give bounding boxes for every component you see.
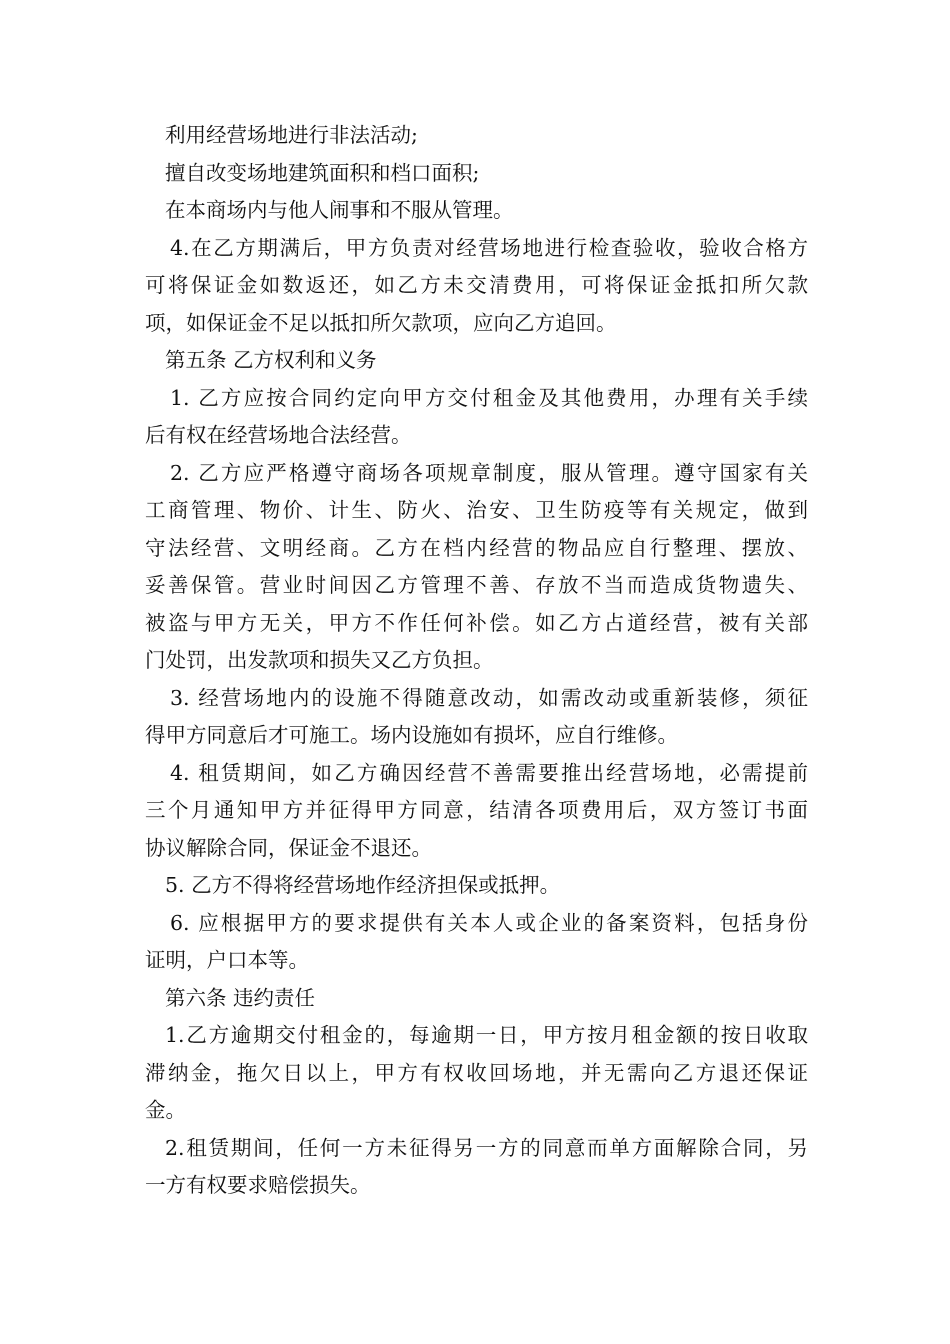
text-line: 1. 乙方应按合同约定向甲方交付租金及其他费用，办理有关手续 [170,385,808,410]
text-line: 门处罚，出发款项和损失又乙方负担。 [145,648,494,672]
text-line: 可将保证金如数返还，如乙方未交清费用，可将保证金抵扣所欠款 [145,273,808,297]
text-line: 项，如保证金不足以抵扣所欠款项，应向乙方追回。 [145,310,617,335]
text-line: 利用经营场地进行非法活动; [165,123,418,147]
document-page [145,117,808,1205]
text-line: 2. 乙方应严格遵守商场各项规章制度，服从管理。遵守国家有关 [170,460,808,485]
text-line: 滞纳金，拖欠日以上，甲方有权收回场地，并无需向乙方退还保证 [145,1060,808,1085]
text-line: 工商管理、物价、计生、防火、治安、卫生防疫等有关规定，做到 [145,498,808,522]
text-line: 4.在乙方期满后，甲方负责对经营场地进行检查验收，验收合格方 [170,235,808,260]
text-line: 擅自改变场地建筑面积和档口面积; [165,160,480,185]
text-line: 后有权在经营场地合法经营。 [145,423,412,447]
text-line: 守法经营、文明经商。乙方在档内经营的物品应自行整理、摆放、 [145,535,808,560]
text-line: 证明，户口本等。 [145,948,309,972]
text-line: 妥善保管。营业时间因乙方管理不善、存放不当而造成货物遗失、 [145,573,808,597]
text-line: 3. 经营场地内的设施不得随意改动，如需改动或重新装修，须征 [170,685,808,710]
text-line: 第五条 乙方权利和义务 [165,348,377,372]
text-line: 5. 乙方不得将经营场地作经济担保或抵押。 [165,873,561,897]
text-line: 第六条 违约责任 [165,985,316,1010]
text-line: 2.租赁期间，任何一方未征得另一方的同意而单方面解除合同，另 [165,1135,808,1160]
text-line: 协议解除合同，保证金不退还。 [145,835,432,860]
text-line: 6. 应根据甲方的要求提供有关本人或企业的备案资料，包括身份 [170,910,808,935]
text-line: 金。 [145,1098,186,1122]
text-line: 1.乙方逾期交付租金的，每逾期一日，甲方按月租金额的按日收取 [165,1023,808,1047]
text-line: 一方有权要求赔偿损失。 [145,1173,371,1197]
text-line: 被盗与甲方无关，甲方不作任何补偿。如乙方占道经营，被有关部 [145,610,808,635]
text-line: 4. 租赁期间，如乙方确因经营不善需要推出经营场地，必需提前 [170,760,808,785]
text-line: 在本商场内与他人闹事和不服从管理。 [165,198,514,222]
text-line: 三个月通知甲方并征得甲方同意，结清各项费用后，双方签订书面 [145,798,808,822]
text-line: 得甲方同意后才可施工。场内设施如有损坏，应自行维修。 [145,723,678,747]
